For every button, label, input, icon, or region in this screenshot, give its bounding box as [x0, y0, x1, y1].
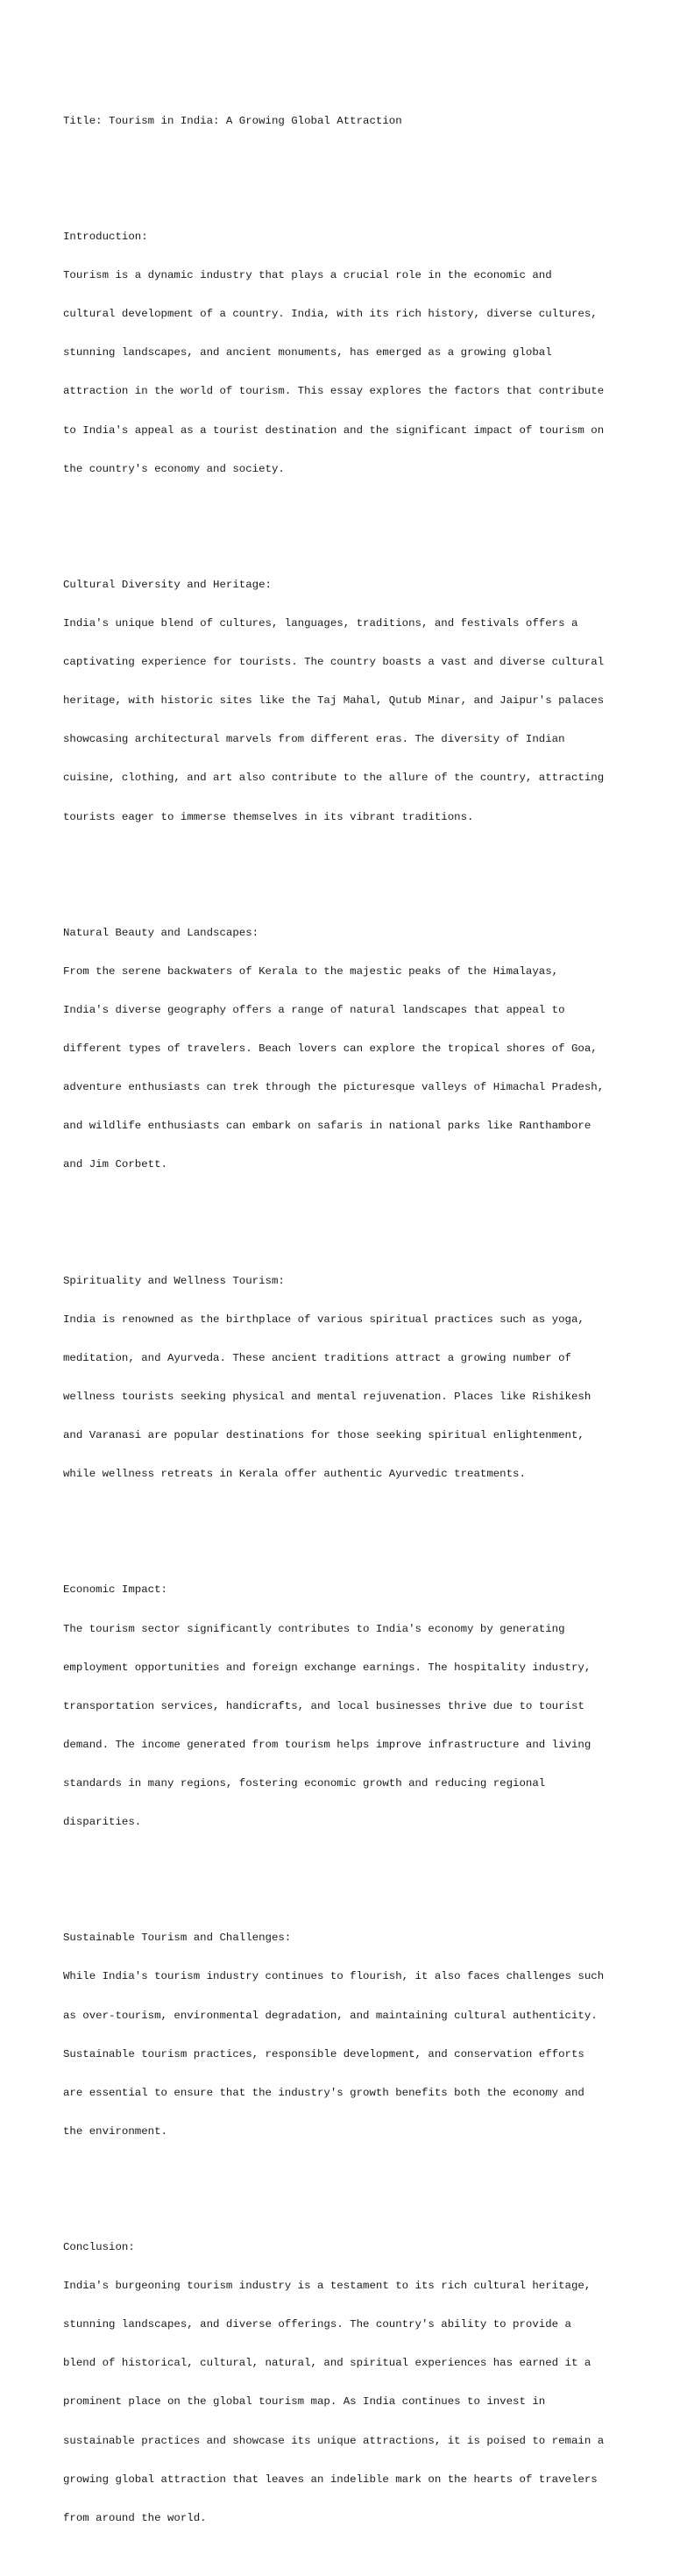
paragraph-line: different types of travelers. Beach lovers can explore the tropical shores of Goa,: [63, 1042, 598, 1056]
paragraph-line: India's diverse geography offers a range of natural landscapes that appeal to: [63, 1004, 565, 1017]
paragraph-line: Tourism is a dynamic industry that plays a crucial role in the economic and: [63, 269, 552, 282]
document-title: Title: Tourism in India: A Growing Global Attraction: [63, 114, 402, 127]
section-heading: Spirituality and Wellness Tourism:: [63, 1274, 285, 1287]
paragraph-line: stunning landscapes, and ancient monuments, has emerged as a growing global: [63, 346, 552, 359]
paragraph-line: From the serene backwaters of Kerala to the majestic peaks of the Himalayas,: [63, 964, 559, 978]
section-natural-beauty: [63, 900, 624, 1197]
paragraph-line: blend of historical, cultural, natural, and spiritual experiences has earned it a: [63, 2357, 592, 2370]
section-heading: Economic Impact:: [63, 1583, 167, 1597]
section-conclusion: [63, 2216, 624, 2551]
paragraph-line: while wellness retreats in Kerala offer authentic Ayurvedic treatments.: [63, 1468, 526, 1481]
paragraph-line: growing global attraction that leaves an indelible mark on the hearts of travelers: [63, 2473, 598, 2486]
paragraph-line: stunning landscapes, and diverse offerings. The country's ability to provide a: [63, 2318, 571, 2331]
section-heading: Natural Beauty and Landscapes:: [63, 926, 259, 939]
paragraph-line: disparities.: [63, 1816, 142, 1829]
document-title-block: [63, 89, 624, 153]
paragraph-line: transportation services, handicrafts, and local businesses thrive due to tourist: [63, 1699, 584, 1712]
paragraph-line: and Jim Corbett.: [63, 1158, 167, 1171]
paragraph-line: captivating experience for tourists. The country boasts a vast and diverse cultural: [63, 656, 605, 669]
paragraph-line: are essential to ensure that the industry's growth benefits both the economy and: [63, 2086, 584, 2099]
section-heading: Sustainable Tourism and Challenges:: [63, 1932, 292, 1945]
paragraph-line: adventure enthusiasts can trek through the picturesque valleys of Himachal Pradesh,: [63, 1081, 605, 1094]
section-heading: Introduction:: [63, 231, 148, 244]
paragraph-line: standards in many regions, fostering economic growth and reducing regional: [63, 1776, 546, 1790]
section-sustainable-tourism: [63, 1906, 624, 2164]
section-heading: Conclusion:: [63, 2241, 135, 2254]
section-spirituality: [63, 1249, 624, 1506]
document-page: [63, 63, 624, 2576]
paragraph-line: While India's tourism industry continues to flourish, it also faces challenges such: [63, 1970, 605, 1983]
paragraph-line: demand. The income generated from tourism helps improve infrastructure and living: [63, 1738, 592, 1751]
paragraph-line: employment opportunities and foreign exchange earnings. The hospitality industry,: [63, 1661, 592, 1674]
paragraph-line: cultural development of a country. India, with its rich history, diverse cultures,: [63, 308, 598, 321]
paragraph-line: showcasing architectural marvels from different eras. The diversity of Indian: [63, 733, 565, 746]
paragraph-line: meditation, and Ayurveda. These ancient traditions attract a growing number of: [63, 1351, 571, 1364]
paragraph-line: heritage, with historic sites like the Taj Mahal, Qutub Minar, and Jaipur's palaces: [63, 694, 605, 708]
paragraph-line: to India's appeal as a tourist destination and the significant impact of tourism on: [63, 423, 605, 437]
paragraph-line: the country's economy and society.: [63, 462, 285, 475]
paragraph-line: and wildlife enthusiasts can embark on safaris in national parks like Ranthambore: [63, 1120, 592, 1133]
paragraph-line: Sustainable tourism practices, responsible development, and conservation efforts: [63, 2047, 584, 2060]
paragraph-line: India's burgeoning tourism industry is a testament to its rich cultural heritage,: [63, 2280, 592, 2293]
paragraph-line: and Varanasi are popular destinations for those seeking spiritual enlightenment,: [63, 1429, 584, 1442]
paragraph-line: India is renowned as the birthplace of various spiritual practices such as yoga,: [63, 1313, 584, 1326]
paragraph-line: tourists eager to immerse themselves in its vibrant traditions.: [63, 810, 474, 823]
paragraph-line: as over-tourism, environmental degradation, and maintaining cultural authenticity.: [63, 2009, 598, 2022]
paragraph-line: cuisine, clothing, and art also contribute to the allure of the country, attracting: [63, 772, 605, 785]
section-economic-impact: [63, 1558, 624, 1854]
paragraph-line: the environment.: [63, 2124, 167, 2138]
paragraph-line: The tourism sector significantly contributes to India's economy by generating: [63, 1622, 565, 1635]
section-heading: Cultural Diversity and Heritage:: [63, 578, 272, 591]
paragraph-line: attraction in the world of tourism. This essay explores the factors that contribute: [63, 385, 605, 398]
paragraph-line: prominent place on the global tourism map. As India continues to invest in: [63, 2395, 546, 2409]
paragraph-line: wellness tourists seeking physical and mental rejuvenation. Places like Rishikesh: [63, 1390, 592, 1403]
section-introduction: [63, 205, 624, 502]
section-cultural-diversity: [63, 553, 624, 850]
paragraph-line: from around the world.: [63, 2511, 207, 2524]
paragraph-line: sustainable practices and showcase its unique attractions, it is poised to remain a: [63, 2434, 605, 2447]
paragraph-line: India's unique blend of cultures, languages, traditions, and festivals offers a: [63, 617, 578, 630]
